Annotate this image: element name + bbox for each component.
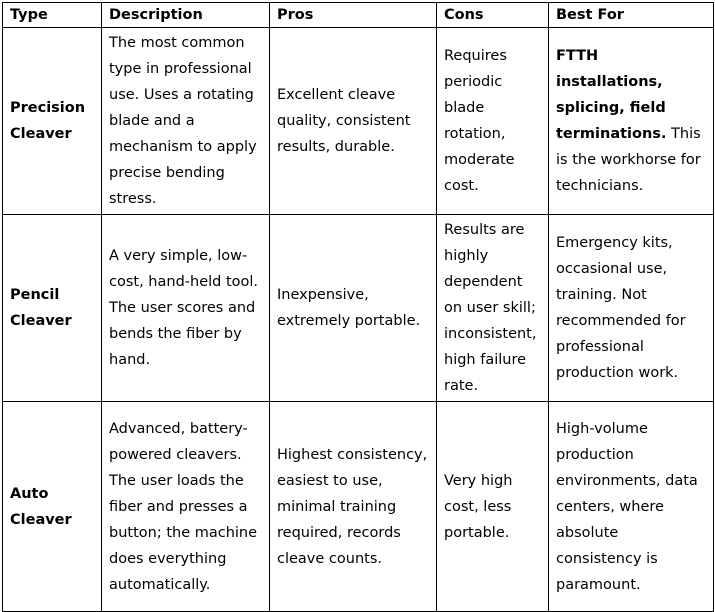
best-for-text: Emergency kits, occasional use, training. Not recommended for professional production work. xyxy=(556,235,686,381)
table-row-auto-cleaver xyxy=(3,402,714,612)
header-row xyxy=(3,3,714,28)
best-for-cell xyxy=(549,28,714,215)
description-cell: Advanced, battery-powered cleavers. The user loads the fiber and presses a button; the machine does everything automatically. xyxy=(102,402,270,612)
table-row-pencil-cleaver xyxy=(3,215,714,402)
cons-cell: Requires periodic blade rotation, moderate cost. xyxy=(437,28,549,215)
best-for-cell xyxy=(549,402,714,612)
type-cell: Pencil Cleaver xyxy=(3,215,102,402)
best-for-text: This is the workhorse for technicians. xyxy=(556,126,701,194)
type-cell: Precision Cleaver xyxy=(3,28,102,215)
description-cell: A very simple, low-cost, hand-held tool. The user scores and bends the fiber by hand. xyxy=(102,215,270,402)
type-cell: Auto Cleaver xyxy=(3,402,102,612)
best-for-bold-text: FTTH installations, splicing, field terminations. xyxy=(556,48,667,142)
cons-cell: Very high cost, less portable. xyxy=(437,402,549,612)
header-description: Description xyxy=(102,3,270,28)
cons-cell: Results are highly dependent on user skill; inconsistent, high failure rate. xyxy=(437,215,549,402)
pros-cell: Inexpensive, extremely portable. xyxy=(270,215,437,402)
pros-cell: Excellent cleave quality, consistent results, durable. xyxy=(270,28,437,215)
header-best-for: Best For xyxy=(549,3,714,28)
header-pros: Pros xyxy=(270,3,437,28)
header-cons: Cons xyxy=(437,3,549,28)
cleaver-comparison-table xyxy=(2,2,714,612)
header-type: Type xyxy=(3,3,102,28)
pros-cell: Highest consistency, easiest to use, minimal training required, records cleave counts. xyxy=(270,402,437,612)
best-for-cell xyxy=(549,215,714,402)
best-for-text: High-volume production environments, data centers, where absolute consistency is paramount. xyxy=(556,420,698,593)
description-cell: The most common type in professional use. Uses a rotating blade and a mechanism to apply precise bending stress. xyxy=(102,28,270,215)
table-row-precision-cleaver xyxy=(3,28,714,215)
